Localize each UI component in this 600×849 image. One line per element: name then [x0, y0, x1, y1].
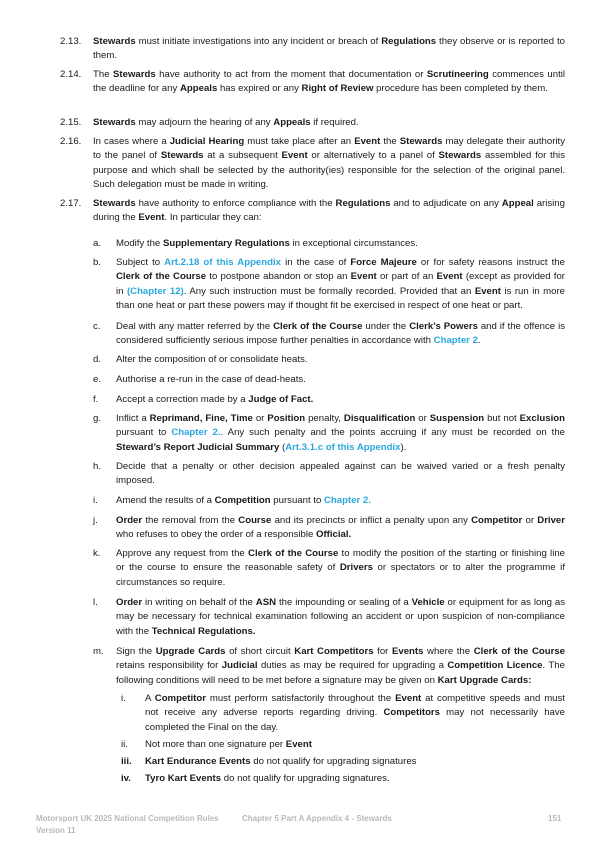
subitem-text: Tyro Kart Events do not qualify for upgrading signatures. [145, 773, 390, 784]
link-chapter-2[interactable]: Chapter 2. [323, 495, 371, 506]
item-text: Modify the Supplementary Regulations in exceptional circumstances. [116, 238, 418, 249]
item-letter: f. [93, 394, 99, 405]
link-art-2-18[interactable]: Art.2.18 of this Appendix [164, 257, 281, 268]
section-text: Stewards must initiate investigations into any incident or breach of Regulations they observe or is reported to them. [93, 36, 565, 62]
item-letter: j. [93, 515, 98, 526]
item-letter: k. [93, 548, 101, 559]
item-text: Inflict a Reprimand, Fine, Time or Position penalty, Disqualification or Suspension but not Exclusion pursuant to Chapter 2.. Any such penalty and the points accruing if any must be recorded on the Steward’s Report Judicial Summary (Art.3.1.c of this Appendix). [116, 413, 565, 453]
item-letter: m. [93, 646, 104, 657]
footer-version: Version 11 [36, 826, 76, 835]
item-text: Amend the results of a Competition pursuant to Chapter 2. [116, 495, 371, 506]
item-text: Alter the composition of or consolidate heats. [116, 354, 308, 365]
section-number: 2.14. [60, 69, 82, 80]
section-text: Stewards may adjourn the hearing of any Appeals if required. [93, 117, 359, 128]
item-text: Authorise a re-run in the case of dead-heats. [116, 374, 306, 385]
item-text: Approve any request from the Clerk of the Course to modify the position of the starting or finishing line or the course to ensure the reasonable safety of Drivers or spectators or to alter the programme if circumstances so require. [116, 548, 565, 588]
footer-chapter: Chapter 5 Part A Appendix 4 - Stewards [242, 814, 392, 823]
subitem-text: Kart Endurance Events do not qualify for upgrading signatures [145, 756, 417, 767]
item-letter: l. [93, 597, 98, 608]
item-text: Sign the Upgrade Cards of short circuit Kart Competitors for Events where the Clerk of the Course retains responsibility for Judicial duties as may be required for upgrading a Competition Licence. The following conditions will need to be met before a signature may be given on Kart Upgrade Cards: [116, 646, 566, 686]
section-text: Stewards have authority to enforce compliance with the Regulations and to adjudicate on any Appeal arising during the Event. In particular they can: [93, 198, 565, 224]
item-letter: c. [93, 321, 101, 332]
subitem-numeral: iii. [121, 756, 132, 767]
item-letter: b. [93, 257, 102, 268]
subitem-numeral: iv. [121, 773, 131, 784]
link-art-3-1-c[interactable]: Art.3.1.c of this Appendix [285, 441, 401, 453]
subitem-text: A Competitor must perform satisfactorily throughout the Event at competitive speeds and must not receive any adverse reports regarding driving. Competitors may not necessarily have completed the Final on the day. [145, 693, 565, 733]
item-letter: e. [93, 374, 102, 385]
item-letter: d. [93, 354, 102, 365]
section-number: 2.16. [60, 136, 82, 147]
item-text: Order the removal from the Course and its precincts or inflict a penalty upon any Competitor or Driver who refuses to obey the order of a responsible Official. [116, 515, 565, 541]
item-letter: g. [93, 413, 102, 424]
item-text: Decide that a penalty or other decision appealed against can be waived varied or a fresh penalty imposed. [116, 461, 565, 487]
link-chapter-2[interactable]: Chapter 2 [433, 335, 478, 347]
item-letter: a. [93, 238, 102, 249]
item-letter: h. [93, 461, 102, 472]
link-chapter-2[interactable]: Chapter 2. [171, 427, 221, 439]
footer-title: Motorsport UK 2025 National Competition Rules [36, 814, 219, 823]
page-number: 151 [548, 814, 562, 823]
item-text: Deal with any matter referred by the Clerk of the Course under the Clerk’s Powers and if the offence is considered sufficiently serious impose further penalties in accordance with Chapter 2. [116, 321, 565, 347]
section-number: 2.15. [60, 117, 82, 128]
link-chapter-12[interactable]: (Chapter 12) [126, 285, 184, 297]
item-text: Subject to Art.2.18 of this Appendix in the case of Force Majeure or for safety reasons instruct the Clerk of the Course to postpone abandon or stop an Event or part of an Event (except as provided for in (Chapter 12). Any such instruction must be formally recorded. Provided that an Event is run in more than one heat or part these powers may if thought fit be exercised in respect of one heat or part. [116, 257, 565, 312]
item-text: Order in writing on behalf of the ASN the impounding or sealing of a Vehicle or equipment for as long as may be necessary for technical examination following an accident or upon suspicion of non-compliance with the Technical Regulations. [116, 597, 565, 637]
subitem-text: Not more than one signature per Event [145, 739, 312, 750]
section-text: In cases where a Judicial Hearing must take place after an Event the Stewards may delegate their authority to the panel of Stewards at a subsequent Event or alternatively to a panel of Stewards assembled for this purpose and which shall be selected by the authority(ies) responsible for the selection of the original panel. Such delegation must be made in writing. [93, 136, 565, 191]
section-text: The Stewards have authority to act from the moment that documentation or Scrutineering commences until the deadline for any Appeals has expired or any Right of Review procedure has been completed by them. [93, 69, 566, 95]
subitem-numeral: i. [121, 693, 126, 704]
item-letter: i. [93, 495, 98, 506]
section-number: 2.17. [60, 198, 82, 209]
section-number: 2.13. [60, 36, 82, 47]
item-text: Accept a correction made by a Judge of Fact. [116, 394, 314, 405]
subitem-numeral: ii. [121, 739, 128, 750]
